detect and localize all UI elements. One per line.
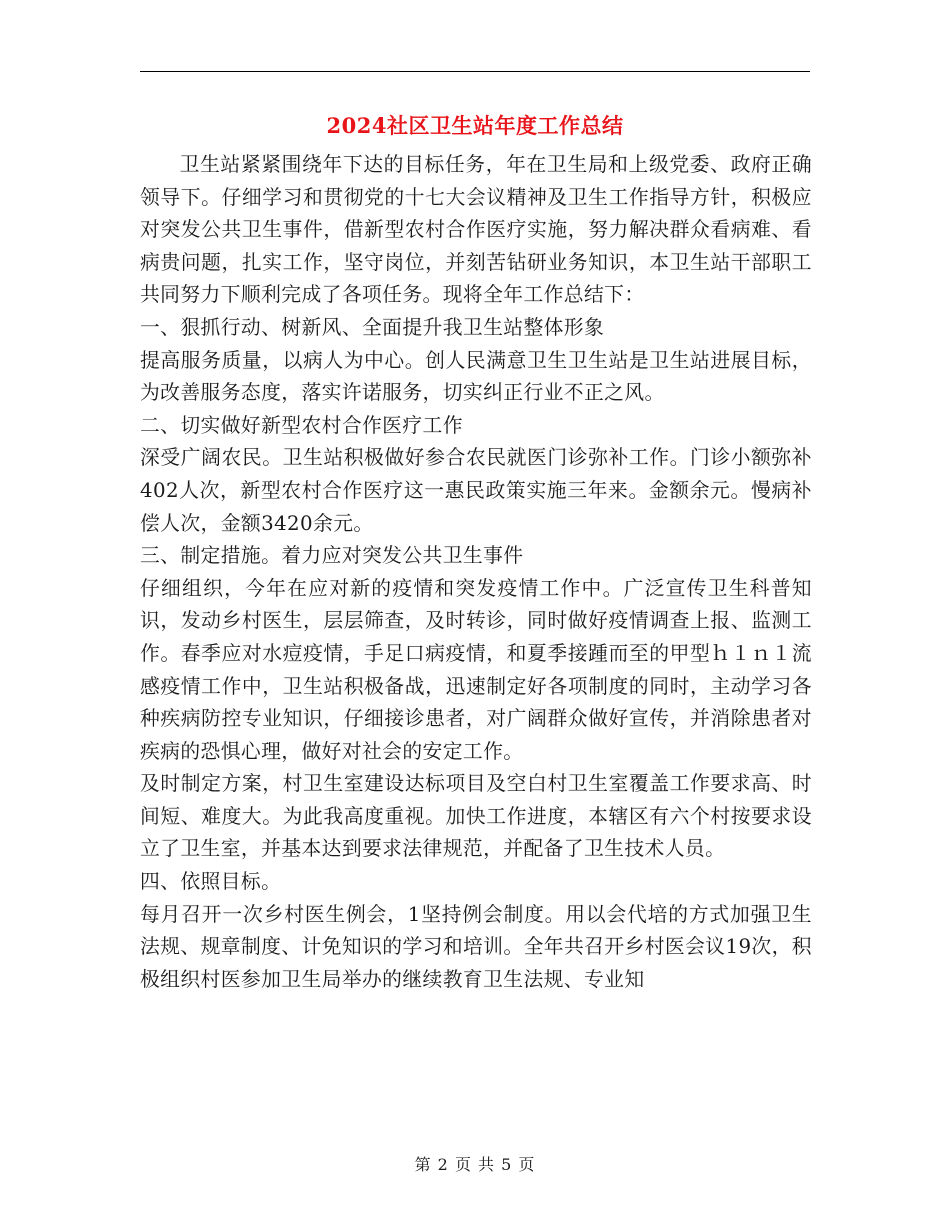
section-heading-4: 四、依照目标。 xyxy=(140,870,282,894)
section-paragraph-3: 仔细组织，今年在应对新的疫情和突发疫情工作中。广泛宣传卫生科普知识，发动乡村医生，层层筛查，及时转诊，同时做好疫情调查上报、监测工作。春季应对水痘疫情，手足口病疫情，和夏季接踵而至的甲型ｈ１ｎ１流感疫情工作中，卫生站积极备战，迅速制定好各项制度的同时，主动学习各种疾病防控专业知识，仔细接诊患者，对广阔群众做好宣传，并消除患者对疾病的恐惧心理，做好对社会的安定工作。 xyxy=(140,576,812,763)
section-heading-3: 三、制定措施。着力应对突发公共卫生事件 xyxy=(140,544,524,568)
document-title: 2024社区卫生站年度工作总结 xyxy=(326,113,624,138)
intro-paragraph: 卫生站紧紧围绕年下达的目标任务，年在卫生局和上级党委、政府正确领导下。仔细学习和贯彻党的十七大会议精神及卫生工作指导方针，积极应对突发公共卫生事件，借新型农村合作医疗实施，努力解决群众看病难、看病贵问题，扎实工作，坚守岗位，并刻苦钻研业务知识，本卫生站干部职工共同努力下顺利完成了各项任务。现将全年工作总结下： xyxy=(140,153,812,307)
section-paragraph-3b: 及时制定方案，村卫生室建设达标项目及空白村卫生室覆盖工作要求高、时间短、难度大。为此我高度重视。加快工作进度，本辖区有六个村按要求设立了卫生室，并基本达到要求法律规范，并配备了卫生技术人员。 xyxy=(140,772,812,861)
section-heading-1: 一、狠抓行动、树新风、全面提升我卫生站整体形象 xyxy=(140,315,605,339)
section-heading-2: 二、切实做好新型农村合作医疗工作 xyxy=(140,413,463,437)
document-body xyxy=(140,149,812,996)
section-paragraph-2: 深受广阔农民。卫生站积极做好参合农民就医门诊弥补工作。门诊小额弥补402人次，新型农村合作医疗这一惠民政策实施三年来。金额余元。慢病补偿人次，金额3420余元。 xyxy=(140,446,812,535)
section-paragraph-4: 每月召开一次乡村医生例会，1坚持例会制度。用以会代培的方式加强卫生法规、规章制度、计免知识的学习和培训。全年共召开乡村医会议19次，积极组织村医参加卫生局举办的继续教育卫生法规、专业知 xyxy=(140,902,812,991)
page-number: 第 2 页 共 5 页 xyxy=(414,1155,536,1174)
header-rule xyxy=(140,71,810,72)
section-paragraph-1: 提高服务质量，以病人为中心。创人民满意卫生卫生站是卫生站进展目标，为改善服务态度，落实许诺服务，切实纠正行业不正之风。 xyxy=(140,348,812,405)
